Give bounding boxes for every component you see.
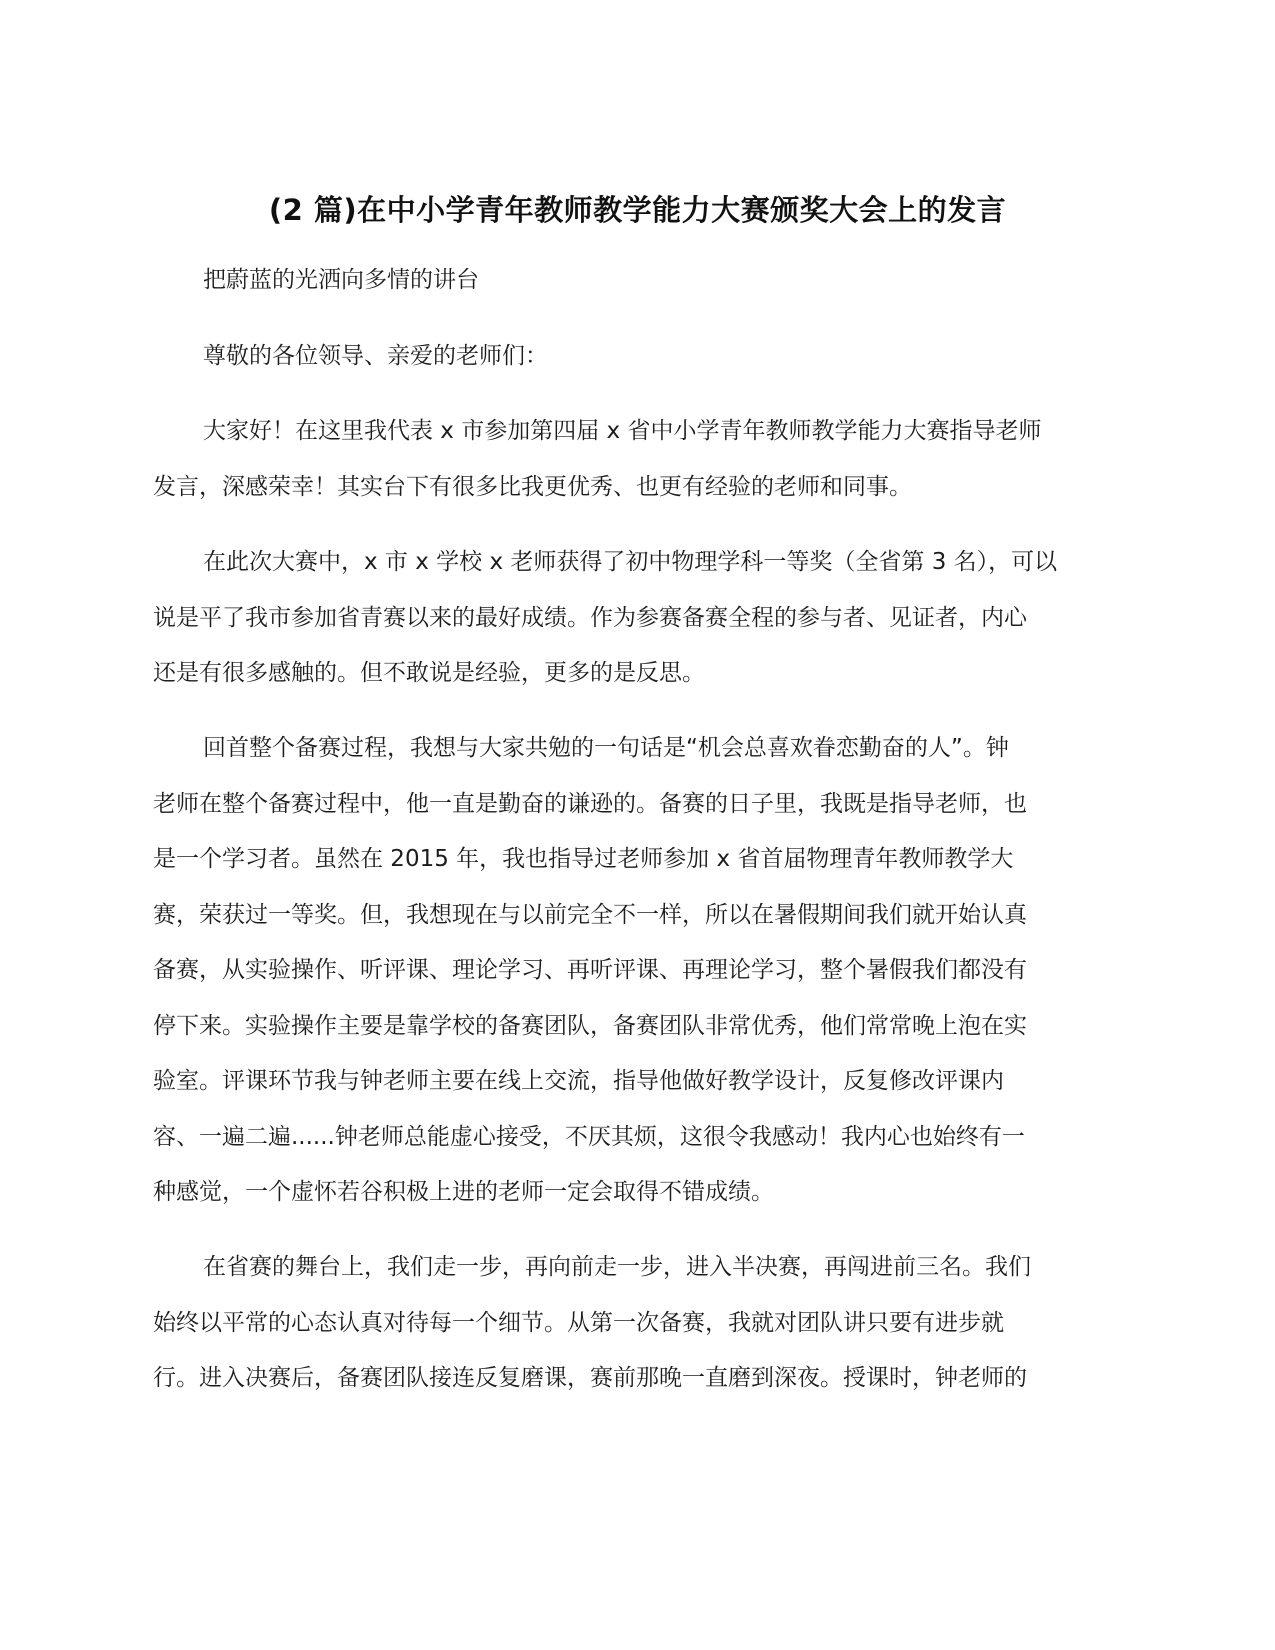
body-line: 在此次大赛中，x 市 x 学校 x 老师获得了初中物理学科一等奖（全省第 3 名），可以 bbox=[203, 549, 1058, 575]
body-line: 容、一遍二遍......钟老师总能虚心接受，不厌其烦，这很令我感动！我内心也始终有一 bbox=[153, 1124, 1025, 1150]
body-line: 说是平了我市参加省青赛以来的最好成绩。作为参赛备赛全程的参与者、见证者，内心 bbox=[153, 605, 1027, 631]
body-line: 赛，荣获过一等奖。但，我想现在与以前完全不一样，所以在暑假期间我们就开始认真 bbox=[153, 902, 1027, 928]
salutation-line: 尊敬的各位领导、亲爱的老师们： bbox=[203, 343, 548, 369]
body-line: 是一个学习者。虽然在 2015 年，我也指导过老师参加 x 省首届物理青年教师教学大 bbox=[153, 846, 1014, 872]
body-line: 始终以平常的心态认真对待每一个细节。从第一次备赛，我就对团队讲只要有进步就 bbox=[153, 1310, 1004, 1336]
body-line: 验室。评课环节我与钟老师主要在线上交流，指导他做好教学设计，反复修改评课内 bbox=[153, 1068, 1004, 1094]
body-line: 还是有很多感触的。但不敢说是经验，更多的是反思。 bbox=[153, 660, 705, 686]
body-line: 备赛，从实验操作、听评课、理论学习、再听评课、再理论学习，整个暑假我们都没有 bbox=[153, 957, 1027, 983]
body-line: 在省赛的舞台上，我们走一步，再向前走一步，进入半决赛，再闯进前三名。我们 bbox=[203, 1254, 1031, 1280]
body-line: 行。进入决赛后，备赛团队接连反复磨课，赛前那晚一直磨到深夜。授课时，钟老师的 bbox=[153, 1365, 1027, 1391]
body-line: 发言，深感荣幸！其实台下有很多比我更优秀、也更有经验的老师和同事。 bbox=[153, 474, 912, 500]
body-line: 老师在整个备赛过程中，他一直是勤奋的谦逊的。备赛的日子里，我既是指导老师，也 bbox=[153, 791, 1027, 817]
body-line: 回首整个备赛过程，我想与大家共勉的一句话是“机会总喜欢眷恋勤奋的人”。钟 bbox=[203, 735, 1009, 761]
subtitle-line: 把蔚蓝的光洒向多情的讲台 bbox=[203, 267, 479, 293]
body-line: 大家好！在这里我代表 x 市参加第四届 x 省中小学青年教师教学能力大赛指导老师 bbox=[203, 418, 1042, 444]
body-line: 停下来。实验操作主要是靠学校的备赛团队，备赛团队非常优秀，他们常常晚上泡在实 bbox=[153, 1013, 1027, 1039]
document-title: (2 篇)在中小学青年教师教学能力大赛颁奖大会上的发言 bbox=[268, 193, 1007, 227]
body-line: 种感觉，一个虚怀若谷积极上进的老师一定会取得不错成绩。 bbox=[153, 1179, 774, 1205]
